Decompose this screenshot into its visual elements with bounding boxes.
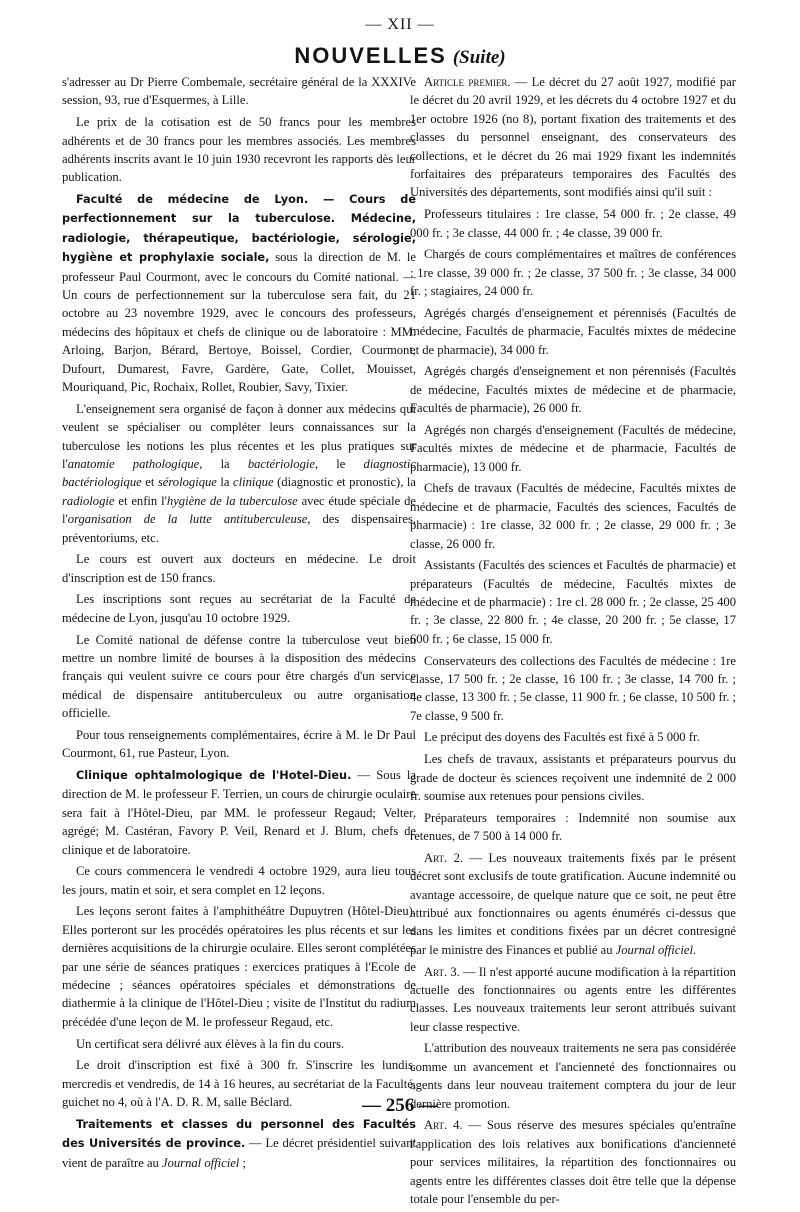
paragraph: Assistants (Facultés des sciences et Facultés de pharmacie) et préparateurs (Facultés de médecine, Facultés mixtes de médecine et de pharmacie) : 1re cl. 28 000 fr. ; 2e classe, 25 400 fr. ; 3e classe, 22 800 fr. ; 4e classe, 20 200 fr. ; 5e classe, 17 600 fr. ; 6e classe, 15 000 fr. xyxy=(410,558,736,646)
paragraph xyxy=(410,1116,736,1208)
paragraph: Agrégés chargés d'enseignement et non pérennisés (Facultés de médecine, Facultés mixtes de médecine et de pharmacie, Facultés de pharmacie), 26 000 fr. xyxy=(410,364,736,416)
paragraph: Les leçons seront faites à l'amphithéâtre Dupuytren (Hôtel-Dieu). Elles porteront sur les procédés opératoires les plus récents et sur les dernières acquisitions de la chirurgie oculaire. Elles seront complétées par une série de séances pratiques : exercices pratiques à l'Ecole de médecine ; séances opératoires spéciales et démonstrations de diathermie à la clinique de l'Hôtel-Dieu ; visite de l'Institut du radium précédée d'une leçon de M. le professeur Regaud, etc. xyxy=(62,904,417,1029)
paragraph xyxy=(410,849,736,959)
paragraph xyxy=(62,1115,416,1172)
paragraph-text: — Sous réserve des mesures spéciales qu'entraîne l'application des lois relatives aux bonifications d'ancienneté pour services militaires, la répartition des fonctionnaires ou agents entre les différentes classes doit être telle que la dépense totale pour l'ensemble du per- xyxy=(410,1118,736,1207)
paragraph: Pour tous renseignements complémentaires, écrire à M. le Dr Paul Courmont, 61, rue Pasteur, Lyon. xyxy=(62,727,416,761)
paragraph: Le cours est ouvert aux docteurs en médecine. Le droit d'inscription est de 150 francs. xyxy=(62,552,416,585)
text-run: , le xyxy=(314,457,364,472)
italic-run: organisation de la lutte antituberculeuse xyxy=(67,512,308,527)
paragraph-text: — Sous la direction de M. le professeur F. Terrien, un cours de chirurgie oculaire sera fait à l'Hôtel-Dieu, par MM. le professeur Regaud; Velter, agrégé; M. Castéran, Favory P. Veil, Renard et J. Blum, chefs de clinique et de laboratoire. xyxy=(62,768,416,857)
text-run: ; xyxy=(239,1155,246,1170)
title-suite: (Suite) xyxy=(452,47,506,68)
paragraph: Un certificat sera délivré aux élèves à la fin du cours. xyxy=(76,1036,345,1051)
paragraph-text: — Les nouveaux traitements fixés par le présent décret sont exclusifs de toute gratification. Aucune indemnité ou avantage accessoire, de quelque nature que ce soit, ne peut être attribué aux fonctionnaires ou agents énumérés ci-dessus que dans les limites et conditions fixées par un décret contresigné par le ministre des Finances et publié au xyxy=(410,850,736,957)
paragraph xyxy=(62,766,416,859)
paragraph-text: — Le décret du 27 août 1927, modifié par le décret du 20 avril 1929, et les décrets du 4 octobre 1927 et du 1er octobre 1926 (no 8), portant fixation des traitements et des classes du personnel enseignant, des conservateurs des collections, et le décret du 26 mai 1929 fixant les indemnités forfaitaires des préparateurs temporaires des Facultés des Universités des départements, sont modifiés ainsi qu'il suit : xyxy=(410,75,736,200)
italic-run: hygiène de la tuberculose xyxy=(166,493,298,508)
italic-run: sérologique xyxy=(157,475,217,490)
italic-run: diagnostic bactériologique xyxy=(62,457,416,490)
paragraph xyxy=(410,963,736,1037)
paragraph: L'attribution des nouveaux traitements ne sera pas considérée comme un avancement et l'ancienneté des fonctionnaires ou agents dans leur nouveau traitement comptera du jour de leur dernière promotion. xyxy=(410,1041,736,1111)
paragraph: Chargés de cours complémentaires et maîtres de conférences : 1re classe, 39 000 fr. ; 2e classe, 37 500 fr. ; 3e classe, 34 000 fr. ; stagiaires, 24 000 fr. xyxy=(410,247,736,299)
text-run: , la xyxy=(199,457,248,472)
italic-run: Journal officiel xyxy=(162,1155,240,1170)
italic-run: clinique xyxy=(233,475,274,490)
paragraph: Agrégés non chargés d'enseignement (Facultés de médecine, Facultés mixtes de médecine et de pharmacie, Facultés de pharmacie), 13 000 fr. xyxy=(410,422,736,474)
article-label: Art. 3. xyxy=(424,964,460,979)
paragraph: Préparateurs temporaires : Indemnité non soumise aux retenues, de 7 500 à 14 000 fr. xyxy=(410,810,736,844)
left-column xyxy=(62,73,416,1175)
paragraph: Chefs de travaux (Facultés de médecine, Facultés mixtes de médecine et de pharmacie, Facultés des sciences, Facultés de pharmacie) : 1re classe, 32 000 fr. ; 2e classe, 29 000 fr. ; 3e classe, 26 000 fr. xyxy=(410,481,736,551)
text-run: avec étude spéciale de l' xyxy=(62,493,417,527)
article-label: Article premier. xyxy=(424,75,511,89)
italic-run: bactériologie xyxy=(247,457,315,472)
article-label: Art. 4. xyxy=(424,1118,463,1133)
roman-page-number: — XII — xyxy=(365,16,435,33)
page-title xyxy=(0,44,800,70)
paragraph: Les chefs de travaux, assistants et préparateurs pourvus du grade de docteur ès sciences reçoivent une indemnité de 2 000 fr. soumise aux retenues pour pensions civiles. xyxy=(410,752,736,803)
paragraph: Le droit d'inscription est fixé à 300 fr. S'inscrire les lundis, mercredis et vendredis, de 14 à 16 heures, au secrétariat de la Faculté, guichet no 4, où à l'A. D. R. M, salle Béclard. xyxy=(62,1058,416,1110)
section-heading: Clinique ophtalmologique de l'Hotel-Dieu. xyxy=(76,769,352,782)
article-label: Art. 2. xyxy=(424,850,464,865)
paragraph: Les inscriptions sont reçues au secrétariat de la Faculté de médecine de Lyon, jusqu'au 10 octobre 1929. xyxy=(62,592,416,625)
paragraph: Professeurs titulaires : 1re classe, 54 000 fr. ; 2e classe, 49 000 fr. ; 3e classe, 44 000 fr. ; 4e classe, 39 000 fr. xyxy=(410,207,736,240)
text-run: (diagnostic et pronostic), la xyxy=(273,475,416,490)
text-run: et xyxy=(141,475,158,490)
paragraph: Ce cours commencera le vendredi 4 octobre 1929, aura lieu tous les jours, matin et soir, et sera complet en 12 leçons. xyxy=(62,864,416,897)
paragraph: Conservateurs des collections des Facultés de médecine : 1re classe, 17 500 fr. ; 2e classe, 16 100 fr. ; 3e classe, 14 700 fr. ; 4e classe, 13 300 fr. ; 5e classe, 11 900 fr. ; 6e classe, 10 500 fr. ; 7e classe, 9 500 fr. xyxy=(410,653,736,723)
text-run: la xyxy=(216,475,233,490)
italic-run: radiologie xyxy=(62,493,115,508)
text-run: . xyxy=(692,942,697,957)
paragraph xyxy=(62,190,416,396)
text-run: L'enseignement sera organisé de façon à donner aux médecins qui veulent se spécialiser ou compléter leurs connaissances sur la tuberculose les notions les plus récentes et les plus pratiques sur l' xyxy=(62,401,416,472)
paragraph-text: sous la direction de M. le professeur Paul Courmont, avec le concours du Comité national. — Un cours de perfectionnement sur la tuberculose sera fait, du 21 octobre au 23 novembre 1929, avec le concours des professeurs, médecins des hôpitaux et chefs de clinique ou de laboratoire : MM. Arloing, Barjon, Bérard, Bertoye, Boissel, Cordier, Courmont, Dufourt, Dumarest, Favre, Gardère, Gate, Collet, Mouisset, Mouriquand, Pic, Rochaix, Rollet, Roubier, Savy, Tixier. xyxy=(62,250,416,395)
paragraph xyxy=(62,400,416,547)
paragraph: Agrégés chargés d'enseignement et pérennisés (Facultés de médecine, Facultés de pharmacie, Facultés mixtes de médecine et de pharmacie), 34 000 fr. xyxy=(410,305,736,357)
title-text: NOUVELLES xyxy=(294,43,447,68)
italic-run: anatomie pathologique xyxy=(67,457,200,472)
paragraph: s'adresser au Dr Pierre Combemale, secrétaire général de la XXXIVe session, 93, rue d'Esquermes, à Lille. xyxy=(62,75,416,108)
paragraph: Le préciput des doyens des Facultés est fixé à 5 000 fr. xyxy=(424,730,700,745)
paragraph: Le prix de la cotisation est de 50 francs pour les membres adhérents et de 30 francs pour les membres associés. Les membres adhérents inscrits avant le 10 juin 1930 recevront les rapports dès leur publication. xyxy=(62,115,416,185)
paragraph-text: — Il n'est apporté aucune modification à la répartition actuelle des fonctionnaires ou agents entre les différentes classes. Les nouveaux traitements leur seront attribués suivant leur classe respective. xyxy=(410,964,736,1034)
section-heading: Traitements et classes du personnel des Facultés des Universités de province. xyxy=(62,1117,416,1151)
paragraph xyxy=(410,73,736,202)
text-run: , des dispensaires, préventoriums, etc. xyxy=(62,512,416,545)
paragraph-text: — Le décret présidentiel suivant vient de paraître au xyxy=(62,1136,416,1170)
right-column xyxy=(410,73,736,1212)
page-number: — 256 — xyxy=(362,1095,438,1116)
paragraph: Le Comité national de défense contre la tuberculose veut bien mettre un nombre limité de bourses à la disposition des médecins français qui veulent suivre ce cours pour être chargés d'un service médical de dispensaire antituberculeux ou autre organisation officielle. xyxy=(62,632,416,721)
section-heading: Faculté de médecine de Lyon. — Cours de perfectionnement sur la tuberculose. Médecine, radiologie, thérapeutique, bactériologie, sérologie, hygiène et prophylaxie sociale, xyxy=(62,193,416,265)
italic-run: Journal officiel xyxy=(615,942,693,957)
text-run: et enfin l' xyxy=(114,493,167,508)
